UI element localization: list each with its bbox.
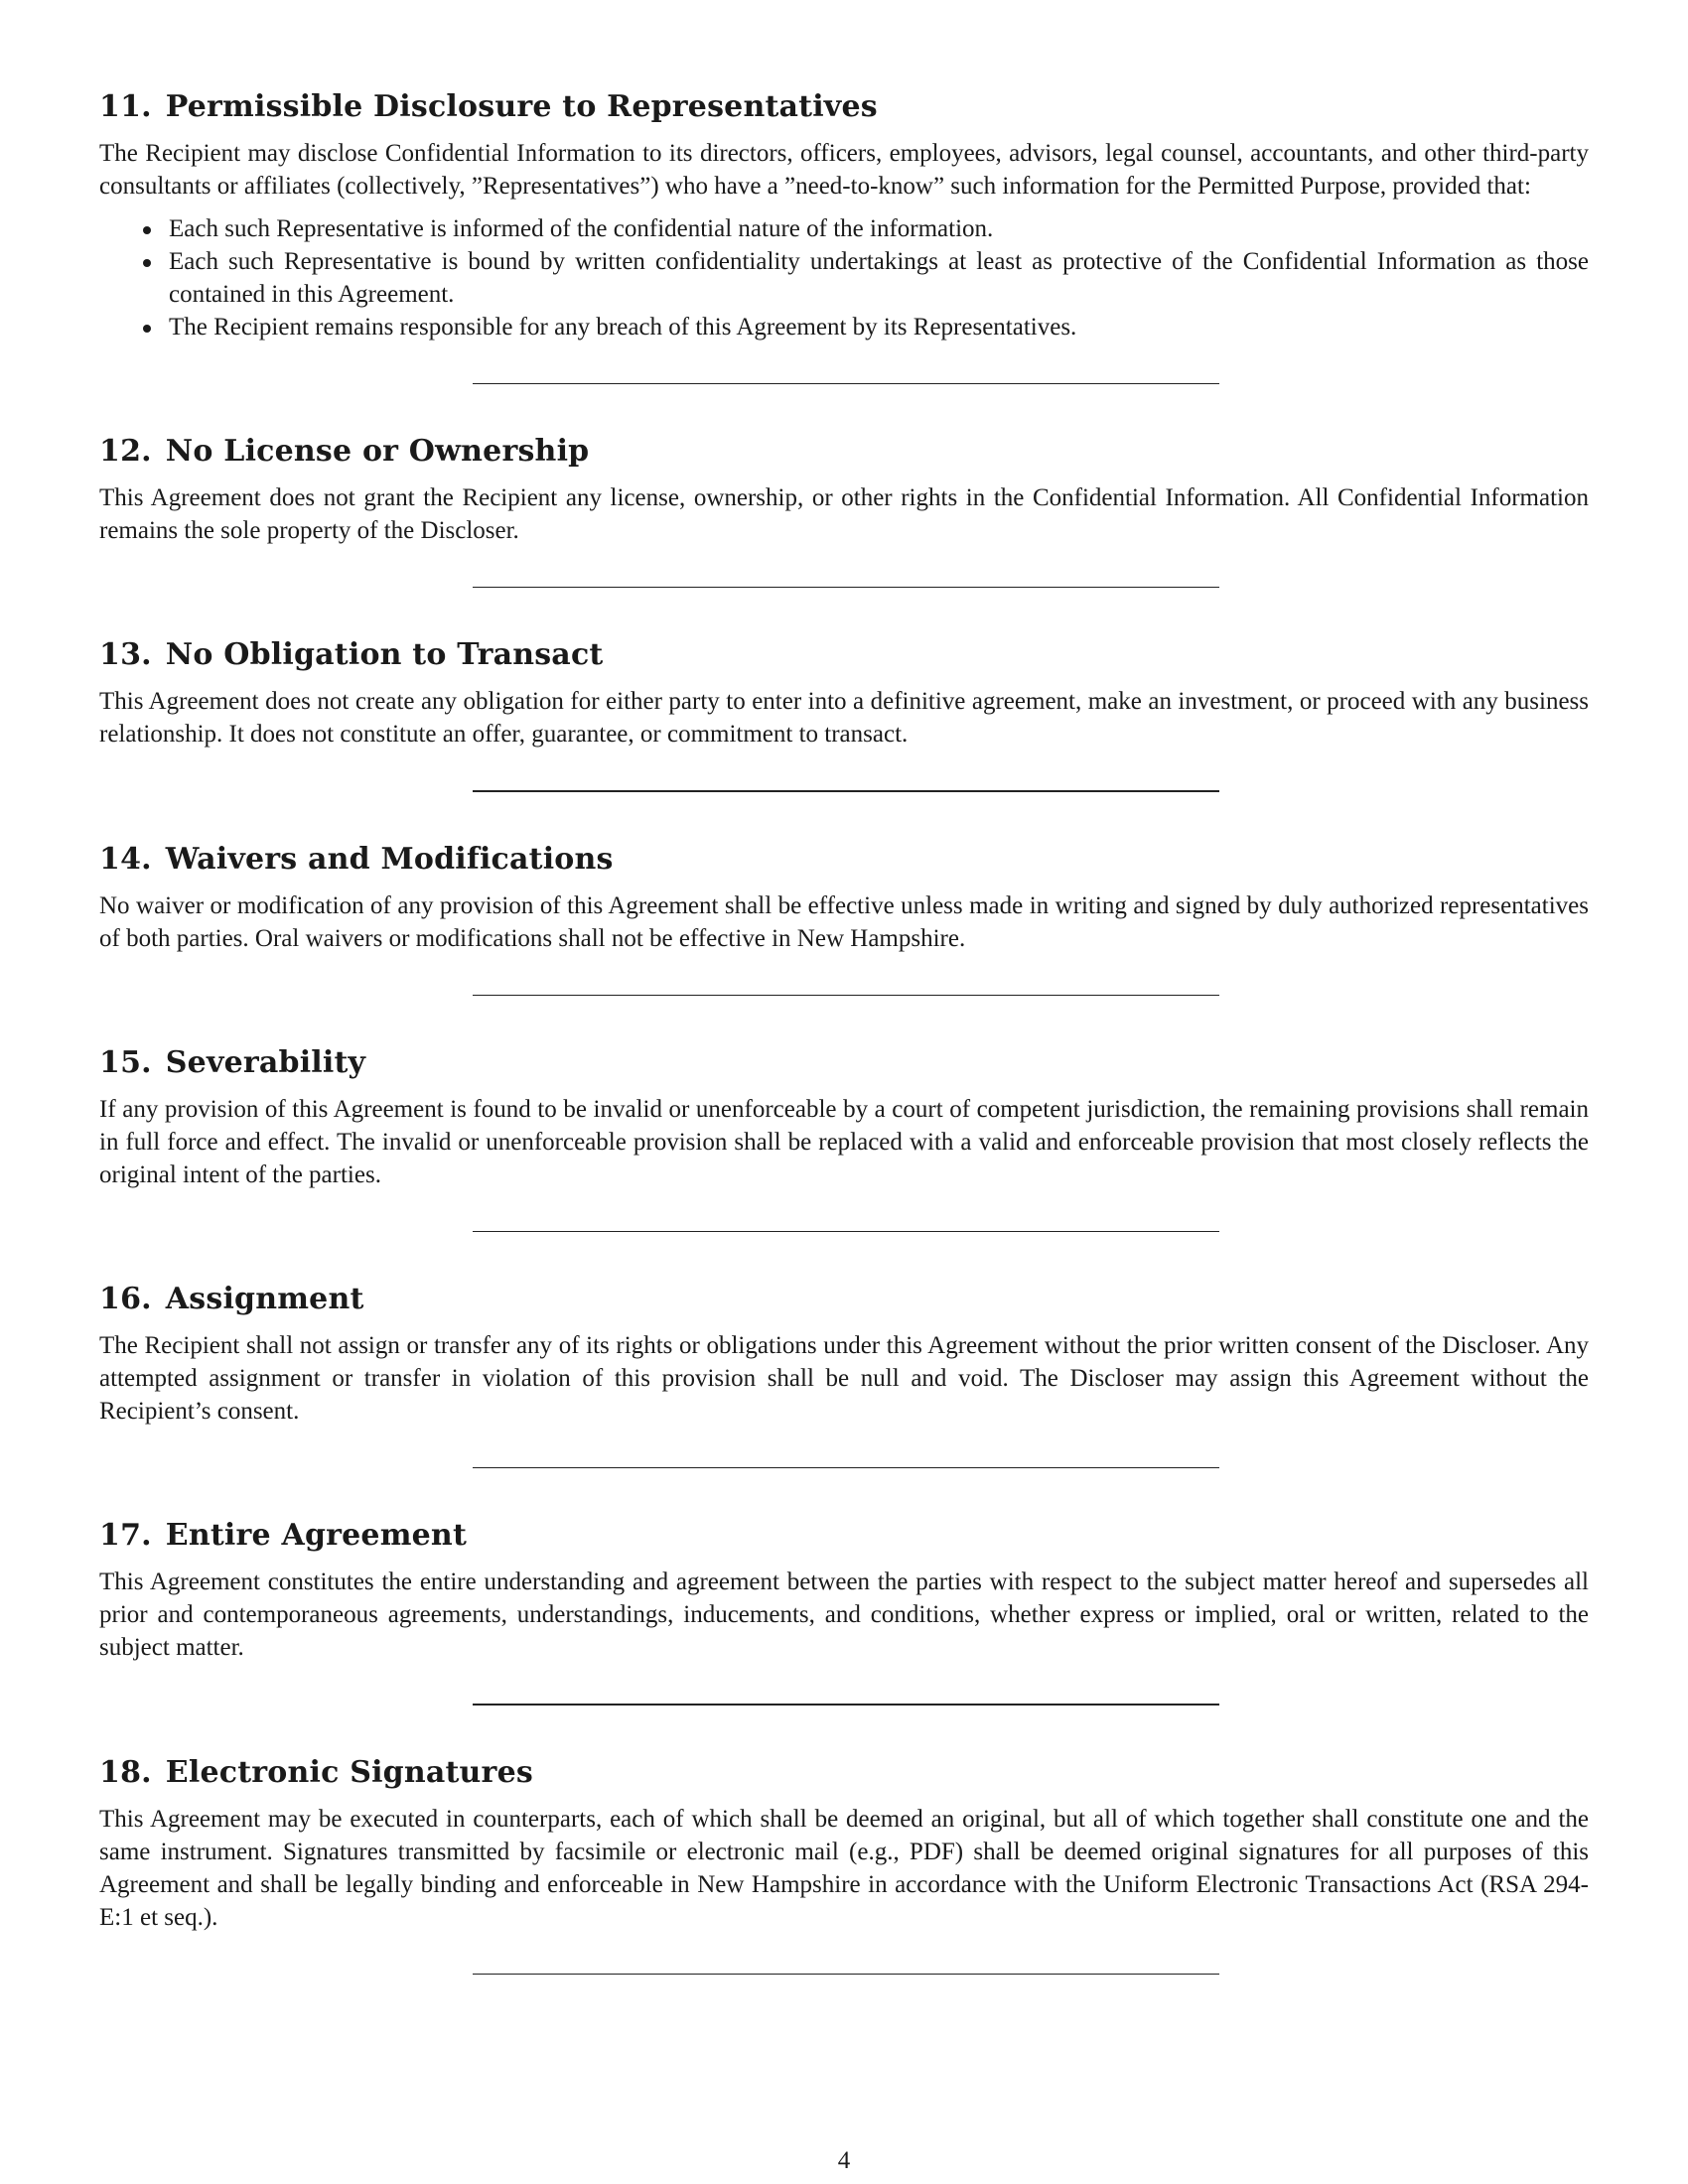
section-divider (473, 1704, 1219, 1706)
section-body: This Agreement does not create any obligation for either party to enter into a definitive agreement, make an investment, or proceed with any business relationship. It does not constitute an offer, guarantee, or commitment to transact. (99, 688, 1589, 748)
section-11 (99, 87, 1589, 384)
section-number: 13. (99, 637, 152, 672)
section-title: No Obligation to Transact (165, 637, 604, 672)
section-number: 12. (99, 434, 152, 469)
section-divider (473, 1231, 1219, 1232)
section-title: Waivers and Modifications (165, 842, 614, 877)
section-heading (99, 1280, 1589, 1319)
section-body: This Agreement constitutes the entire understanding and agreement between the parties with respect to the subject matter hereof and supersedes all prior and contemporaneous agreements, understandings, inducements, and conditions, whether express or implied, oral or written, related to the subject matter. (99, 1569, 1589, 1661)
section-title: Entire Agreement (165, 1518, 467, 1553)
section-divider (473, 383, 1219, 384)
section-17 (99, 1516, 1589, 1706)
bullet-list (99, 212, 1589, 343)
list-item-text: The Recipient remains responsible for any breach of this Agreement by its Representatives. (169, 314, 1077, 341)
document-page (99, 87, 1589, 1975)
section-body: This Agreement does not grant the Recipient any license, ownership, or other rights in the Confidential Information. All Confidential Information remains the sole property of the Discloser. (99, 484, 1589, 544)
section-title: Electronic Signatures (165, 1755, 533, 1790)
section-divider (473, 587, 1219, 588)
section-number: 14. (99, 842, 152, 877)
section-title: No License or Ownership (165, 434, 590, 469)
section-divider (473, 1467, 1219, 1468)
section-12 (99, 432, 1589, 588)
page-number: 4 (837, 2147, 851, 2174)
section-title: Severability (165, 1045, 366, 1080)
section-body: If any provision of this Agreement is found to be invalid or unenforceable by a court of competent jurisdiction, the remaining provisions shall remain in full force and effect. The invalid or unenforceable provision shall be replaced with a valid and enforceable provision that most closely reflects the original intent of the parties. (99, 1096, 1589, 1188)
section-heading (99, 1043, 1589, 1083)
list-item-text: Each such Representative is informed of the confidential nature of the information. (169, 215, 994, 242)
section-heading (99, 840, 1589, 880)
bullet-icon (143, 325, 151, 333)
section-heading (99, 432, 1589, 472)
section-13 (99, 635, 1589, 792)
section-body: No waiver or modification of any provision of this Agreement shall be effective unless made in writing and signed by duly authorized representatives of both parties. Oral waivers or modifications shall not be effective in New Hampshire. (99, 892, 1589, 952)
section-divider (473, 790, 1219, 792)
section-divider (473, 1974, 1219, 1975)
list-item (169, 311, 1589, 343)
section-15 (99, 1043, 1589, 1232)
section-16 (99, 1280, 1589, 1468)
bullet-icon (143, 226, 151, 234)
section-18 (99, 1753, 1589, 1975)
section-heading (99, 635, 1589, 675)
section-number: 16. (99, 1282, 152, 1316)
list-item (169, 212, 1589, 245)
section-title: Assignment (165, 1282, 364, 1316)
section-divider (473, 995, 1219, 996)
bullet-icon (143, 259, 151, 267)
section-title: Permissible Disclosure to Representatives (165, 89, 878, 124)
section-number: 11. (99, 89, 152, 124)
section-body: The Recipient may disclose Confidential Information to its directors, officers, employees, advisors, legal counsel, accountants, and other third-party consultants or affiliates (collectively, ”Representatives”) who have a ”need-to-know” such information for the Permitted Purpose, provided that: (99, 140, 1589, 200)
section-14 (99, 840, 1589, 996)
section-number: 18. (99, 1755, 152, 1790)
section-number: 15. (99, 1045, 152, 1080)
list-item-text: Each such Representative is bound by written confidentiality undertakings at least as protective of the Confidential Information as those contained in this Agreement. (169, 248, 1589, 308)
section-heading (99, 1753, 1589, 1793)
section-number: 17. (99, 1518, 152, 1553)
section-body: The Recipient shall not assign or transfer any of its rights or obligations under this Agreement without the prior written consent of the Discloser. Any attempted assignment or transfer in violation of this provision shall be null and void. The Discloser may assign this Agreement without the Recipient’s consent. (99, 1332, 1589, 1425)
section-heading (99, 87, 1589, 127)
section-body: This Agreement may be executed in counterparts, each of which shall be deemed an original, but all of which together shall constitute one and the same instrument. Signatures transmitted by facsimile or electronic mail (e.g., PDF) shall be deemed original signatures for all purposes of this Agreement and shall be legally binding and enforceable in New Hampshire in accordance with the Uniform Electronic Transactions Act (RSA 294-E:1 et seq.). (99, 1806, 1589, 1931)
section-heading (99, 1516, 1589, 1556)
list-item (169, 245, 1589, 311)
